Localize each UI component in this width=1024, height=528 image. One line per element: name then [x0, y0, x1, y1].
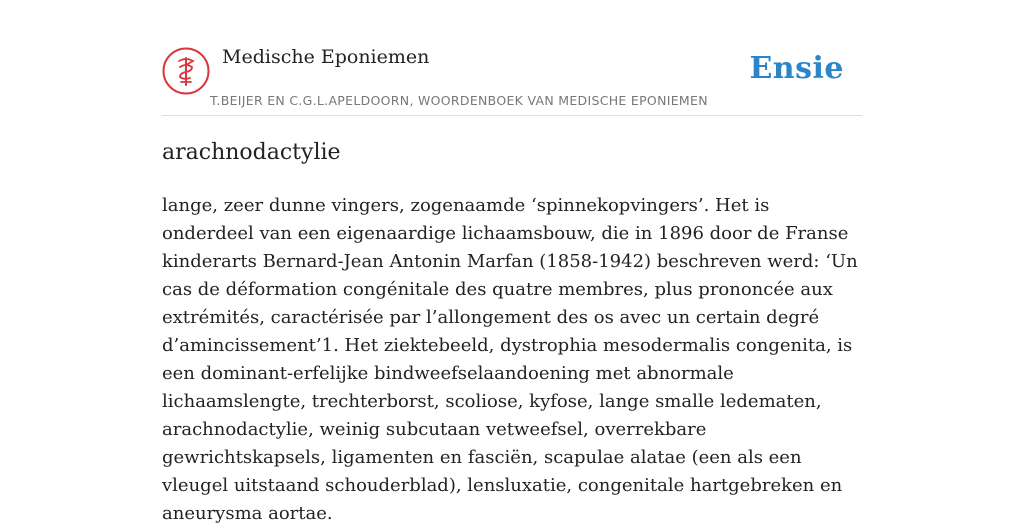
- caduceus-icon: [162, 47, 210, 95]
- source-title[interactable]: Medische Eponiemen: [222, 46, 430, 68]
- entry-card: [162, 0, 862, 524]
- header-divider: [162, 115, 862, 116]
- page-title: arachnodactylie: [162, 140, 341, 165]
- definition-text: lange, zeer dunne vingers, zogenaamde ‘spinnekopvingers’. Het is onderdeel van een eigenaardige lichaamsbouw, die in 1896 door de Franse kinderarts Bernard-Jean Antonin Marfan (1858-1942) beschreven werd: ‘Un cas de déformation congénitale des quatre membres, plus prononcée aux extrémités, caractérisée par l’allongement des os avec un certain degré d’amincissement’1. Het ziektebeeld, dystrophia mesodermalis congenita, is een dominant-erfelijke bindweefselaandoening met abnormale lichaamslengte, trechterborst, scoliose, kyfose, lange smalle ledematen, arachnodactylie, weinig subcutaan vetweefsel, overrekbare gewrichtskapsels, ligamenten en fasciën, scapulae alatae (een als een vleugel uitstaand schouderblad), lensluxatie, congenitale hartgebreken en aneurysma aortae.: [162, 195, 858, 524]
- attribution: T.BEIJER EN C.G.L.APELDOORN, WOORDENBOEK VAN MEDISCHE EPONIEMEN: [210, 93, 708, 108]
- brand-logo[interactable]: Ensie: [749, 51, 844, 86]
